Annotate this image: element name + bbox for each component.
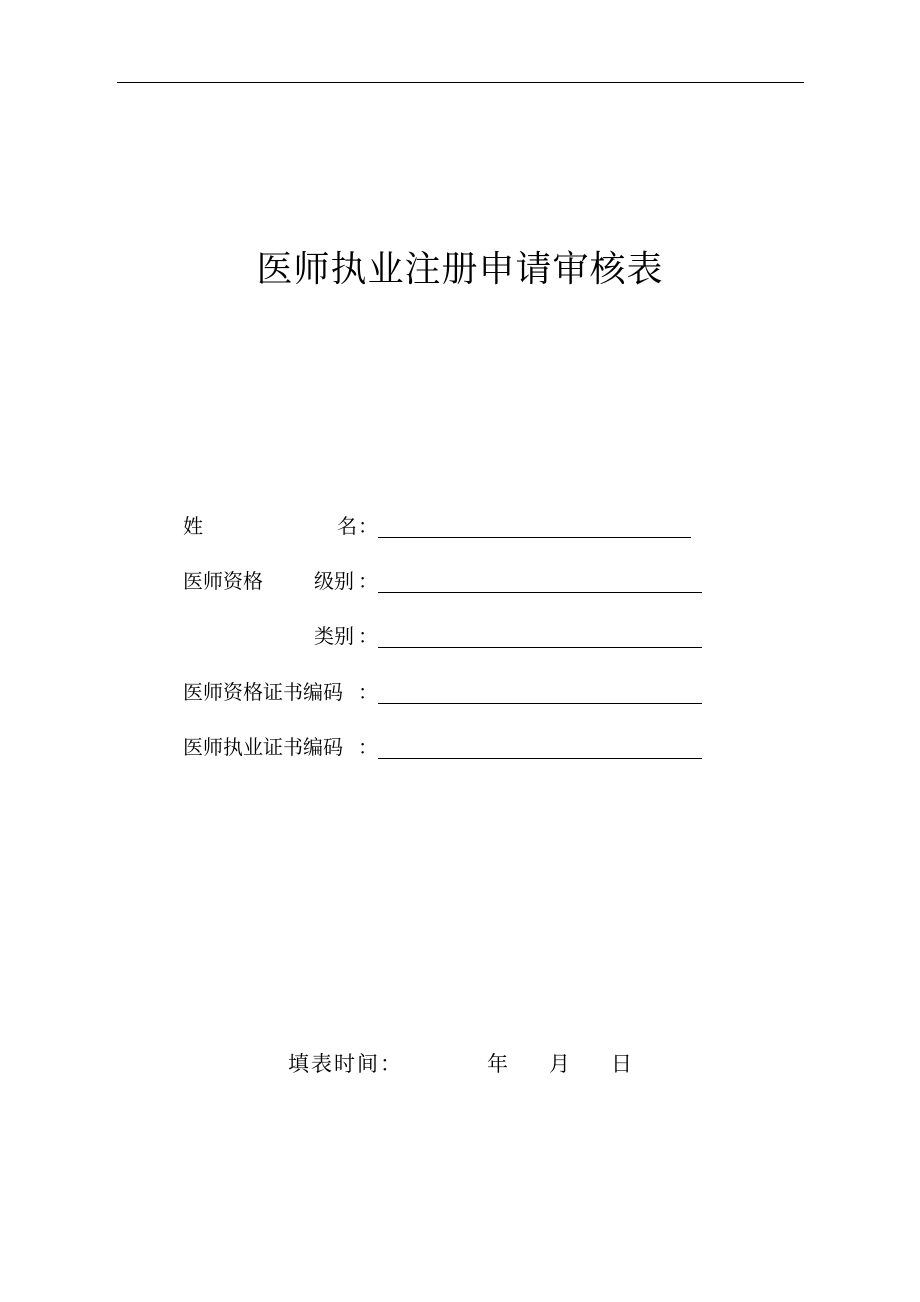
header-rule bbox=[117, 82, 804, 83]
level-label: 级别 bbox=[314, 569, 354, 593]
name-label-right: 名 bbox=[337, 514, 357, 538]
date-month-label: 月 bbox=[549, 1052, 572, 1076]
qualification-group-label: 医师资格 bbox=[183, 569, 263, 593]
practice-cert-colon: ： bbox=[358, 735, 378, 759]
qualification-cert-input-line[interactable] bbox=[378, 703, 702, 704]
category-input-line[interactable] bbox=[378, 647, 702, 648]
level-input-line[interactable] bbox=[378, 592, 702, 593]
qualification-cert-label: 医师资格证书编码 bbox=[183, 680, 343, 704]
category-label: 类别 bbox=[314, 624, 354, 648]
fill-date-label: 填表时间： bbox=[288, 1052, 403, 1076]
level-colon: ： bbox=[358, 569, 378, 593]
date-day-label: 日 bbox=[611, 1052, 634, 1076]
practice-cert-label: 医师执业证书编码 bbox=[183, 735, 343, 759]
document-title: 医师执业注册申请审核表 bbox=[256, 249, 664, 290]
qualification-cert-colon: ： bbox=[358, 680, 378, 704]
name-label-left: 姓 bbox=[183, 514, 203, 538]
category-colon: ： bbox=[358, 624, 378, 648]
name-colon: ： bbox=[358, 514, 378, 538]
fill-date-row bbox=[0, 1048, 920, 1080]
date-year-label: 年 bbox=[487, 1052, 510, 1076]
name-input-line[interactable] bbox=[378, 537, 691, 538]
practice-cert-input-line[interactable] bbox=[378, 758, 702, 759]
